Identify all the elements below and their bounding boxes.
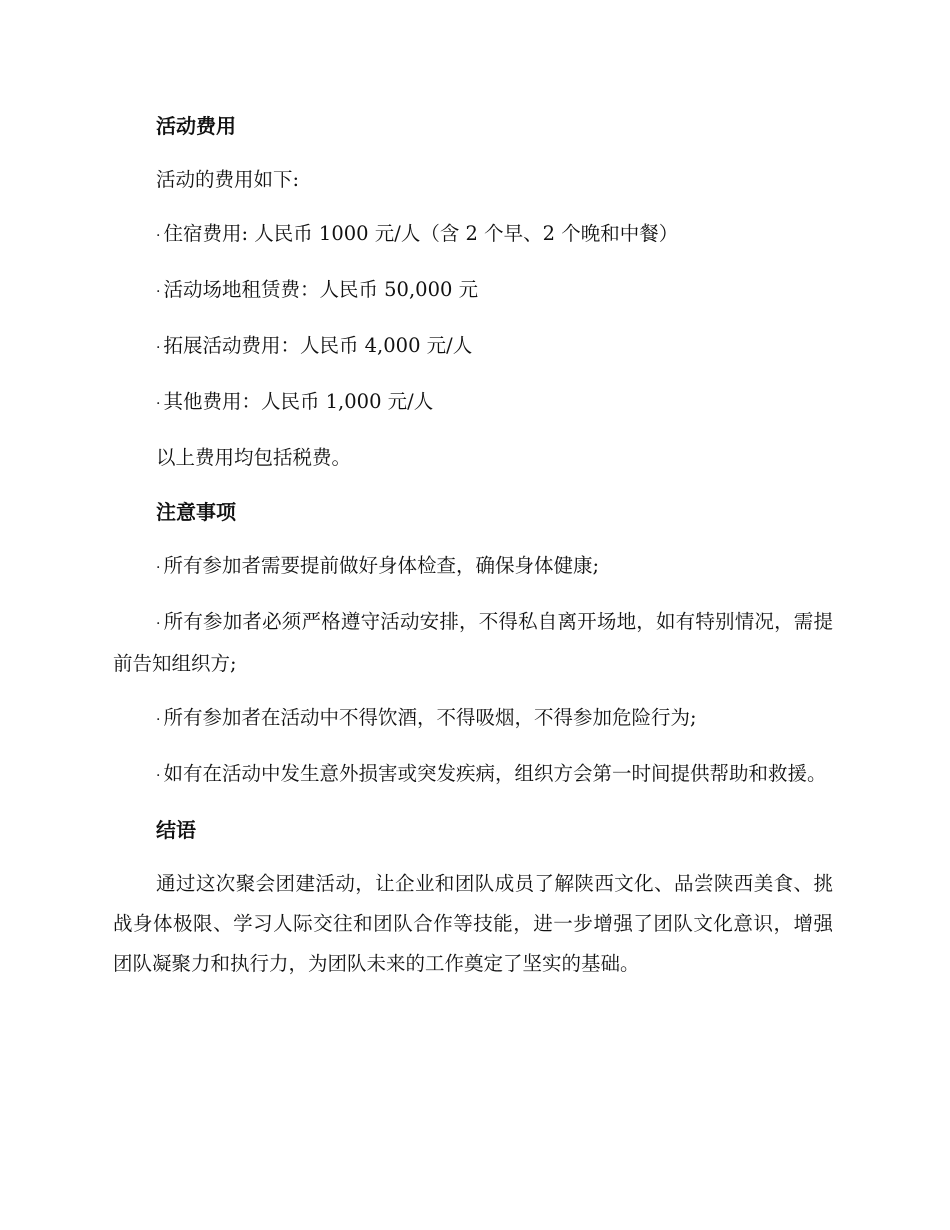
conclusion-text: 通过这次聚会团建活动，让企业和团队成员了解陕西文化、品尝陕西美食、挑战身体极限、学习人际交往和团队合作等技能，进一步增强了团队文化意识，增强团队凝聚力和执行力，为团队未来的工作奠定了坚实的基础。: [113, 872, 833, 975]
notice-item-text: 如有在活动中发生意外损害或突发疾病，组织方会第一时间提供帮助和救援。: [163, 762, 827, 785]
bullet-icon: ·: [156, 616, 161, 632]
notice-item-text: 所有参加者必须严格遵守活动安排，不得私自离开场地，如有特别情况，需提前告知组织方;: [113, 610, 833, 675]
fee-item-text: 其他费用：人民币 1,000 元/人: [163, 390, 434, 413]
fee-item: [113, 326, 833, 368]
section-heading-fees: 活动费用: [156, 114, 236, 138]
fee-item: [113, 382, 833, 424]
section-heading-notice: 注意事项: [156, 500, 236, 524]
fee-item-text: 活动场地租赁费：人民币 50,000 元: [163, 278, 479, 301]
fees-intro: 活动的费用如下:: [156, 168, 300, 191]
section-heading-conclusion: 结语: [156, 818, 196, 842]
notice-item: [113, 698, 833, 740]
document-body: [113, 106, 833, 998]
fee-item-text: 住宿费用: 人民币 1000 元/人（含 2 个早、2 个晚和中餐）: [163, 222, 679, 245]
fees-note: 以上费用均包括税费。: [156, 446, 352, 469]
notice-item: [113, 754, 833, 796]
fee-item-text: 拓展活动费用：人民币 4,000 元/人: [163, 334, 473, 357]
bullet-icon: ·: [156, 396, 161, 412]
bullet-icon: ·: [156, 284, 161, 300]
bullet-icon: ·: [156, 712, 161, 728]
notice-item: [113, 602, 833, 684]
bullet-icon: ·: [156, 228, 161, 244]
bullet-icon: ·: [156, 340, 161, 356]
fee-item: [113, 270, 833, 312]
fee-item: [113, 214, 833, 256]
notice-item-text: 所有参加者在活动中不得饮酒，不得吸烟，不得参加危险行为;: [163, 706, 697, 729]
bullet-icon: ·: [156, 768, 161, 784]
bullet-icon: ·: [156, 560, 161, 576]
notice-item-text: 所有参加者需要提前做好身体检查，确保身体健康;: [163, 554, 600, 577]
notice-item: [113, 546, 833, 588]
